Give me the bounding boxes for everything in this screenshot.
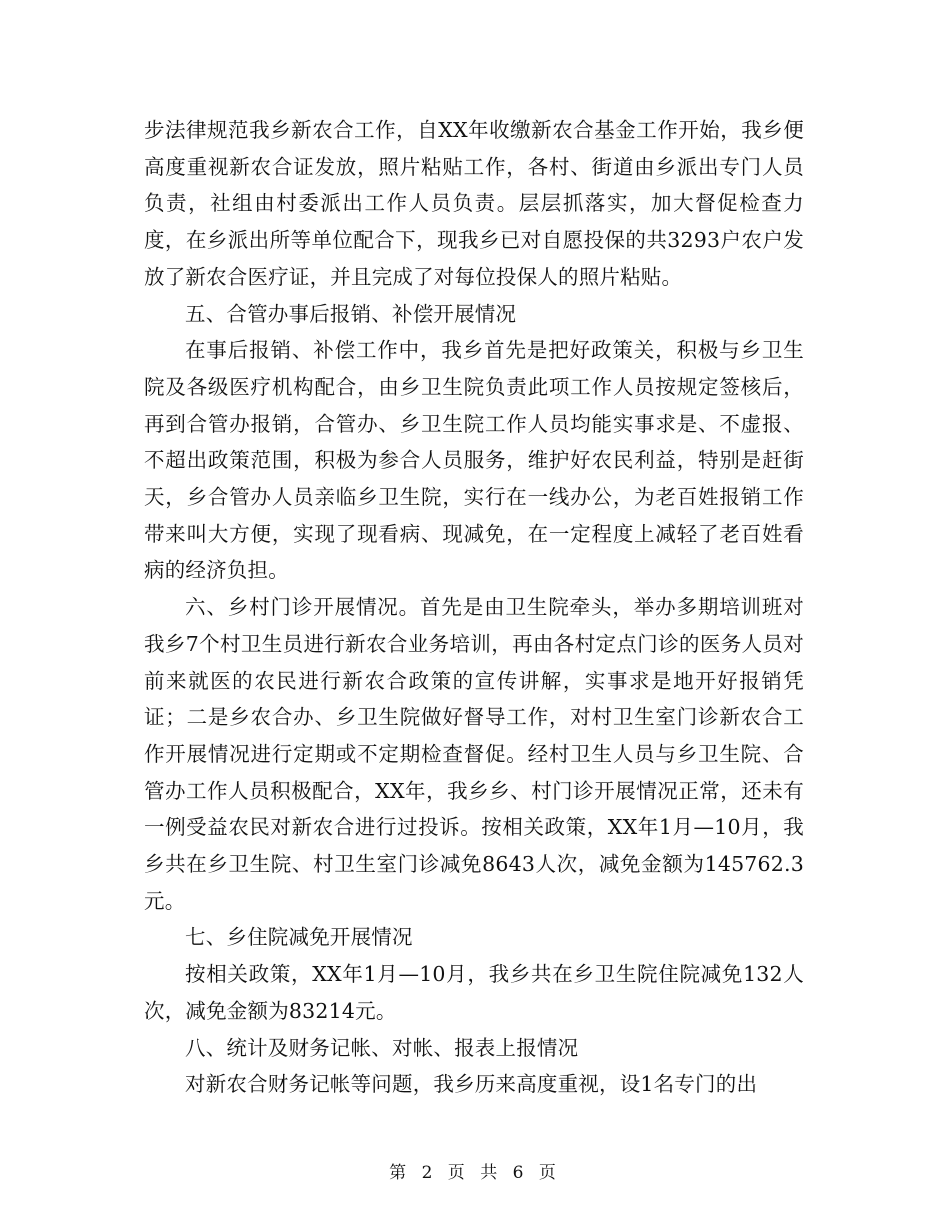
section-heading-8: 八、统计及财务记帐、对帐、报表上报情况 — [185, 1035, 579, 1060]
paragraph-inpatient: 按相关政策，XX年1月—10月，我乡共在乡卫生院住院减免132人次，减免金额为83214元。 — [144, 962, 804, 1023]
section-heading-5: 五、合管办事后报销、补偿开展情况 — [185, 301, 517, 326]
paragraph-outpatient: 六、乡村门诊开展情况。首先是由卫生院牵头，举办多期培训班对我乡7个村卫生员进行新农合业务培训，再由各村定点门诊的医务人员对前来就医的农民进行新农合政策的宣传讲解，实事求是地开好报销凭证；二是乡农合办、乡卫生院做好督导工作，对村卫生室门诊新农合工作开展情况进行定期或不定期检查督促。经村卫生人员与乡卫生院、合管办工作人员积极配合，XX年，我乡乡、村门诊开展情况正常，还未有一例受益农民对新农合进行过投诉。按相关政策，XX年1月—10月，我乡共在乡卫生院、村卫生室门诊减免8643人次，减免金额为145762.3元。 — [144, 595, 804, 913]
body-text — [144, 112, 804, 1103]
paragraph-continuation: 步法律规范我乡新农合工作，自XX年收缴新农合基金工作开始，我乡便高度重视新农合证发放，照片粘贴工作，各村、街道由乡派出专门人员负责，社组由村委派出工作人员负责。层层抓落实，加大督促检查力度，在乡派出所等单位配合下，现我乡已对自愿投保的共3293户农户发放了新农合医疗证，并且完成了对每位投保人的照片粘贴。 — [144, 118, 804, 289]
page-number-footer: 第 2 页 共 6 页 — [389, 1163, 561, 1183]
paragraph-accounting: 对新农合财务记帐等问题，我乡历来高度重视，设1名专门的出 — [185, 1072, 758, 1097]
section-heading-7: 七、乡住院减免开展情况 — [185, 925, 413, 950]
paragraph-reimbursement: 在事后报销、补偿工作中，我乡首先是把好政策关，积极与乡卫生院及各级医疗机构配合，由乡卫生院负责此项工作人员按规定签核后，再到合管办报销，合管办、乡卫生院工作人员均能实事求是、不虚报、不超出政策范围，积极为参合人员服务，维护好农民利益，特别是赶街天，乡合管办人员亲临乡卫生院，实行在一线办公，为老百姓报销工作带来叫大方便，实现了现看病、现减免，在一定程度上减轻了老百姓看病的经济负担。 — [144, 338, 804, 583]
